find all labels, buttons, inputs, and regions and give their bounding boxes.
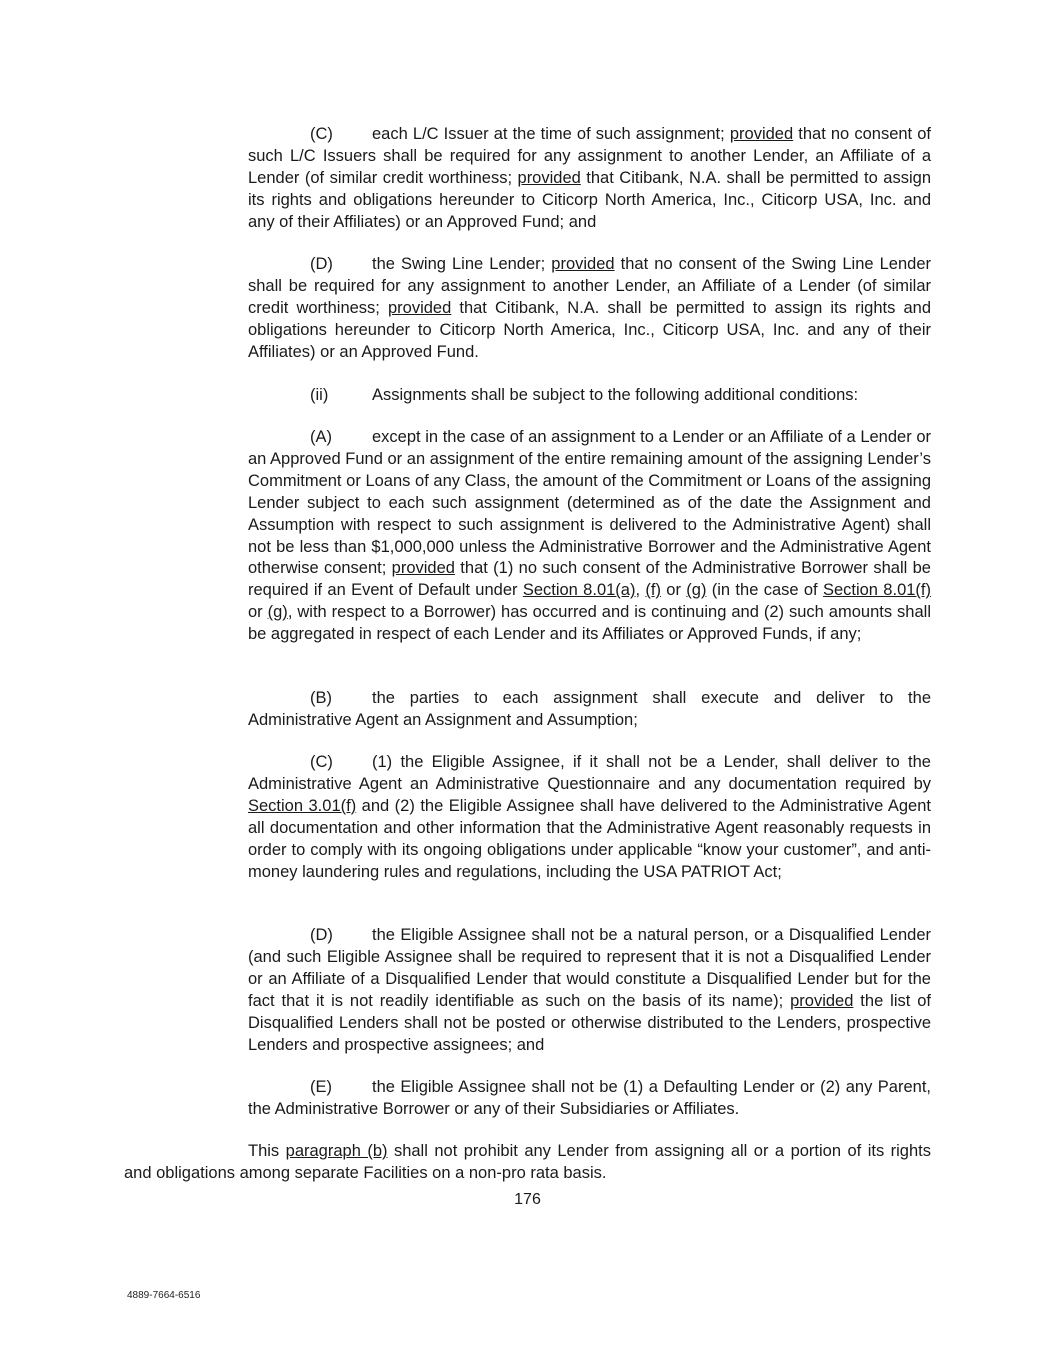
- clause-label: (ii): [310, 386, 329, 404]
- document-id: 4889-7664-6516: [127, 1290, 201, 1301]
- clause-paragraph: [248, 925, 931, 1056]
- clause-paragraph: [248, 427, 931, 646]
- clause-paragraph: [248, 124, 931, 234]
- paragraph-text: except in the case of an assignment to a Lender or an Affiliate of a Lender or an Approved Fund or an assignment of the entire remaining amount of the assigning Lender’s Commitment or Loans of any Class, the amount of the Commitment or Loans of the assigning Lender subject to each such assignment (determined as of the date the Assignment and Assumption with respect to such assignment is delivered to the Administrative Agent) shall not be less than $1,000,000 unless the Administrative Borrower and the Administrative Agent otherwise consent;: [248, 428, 931, 578]
- paragraph-text: (in the case of: [706, 581, 823, 600]
- clause-label: (C): [310, 125, 333, 143]
- closing-paragraph: [124, 1141, 931, 1185]
- paragraph-text: or: [248, 603, 268, 622]
- paragraph-text: or: [660, 581, 687, 600]
- underlined-reference: (f): [645, 581, 661, 600]
- paragraph-text: the Eligible Assignee shall not be a natural person, or a Disqualified Lender (and such Eligible Assignee shall be required to represent that it is not a Disqualified Lender or an Affiliate of a Disqualified Lender that would constitute a Disqualified Lender but for the fact that it is not readily identifiable as such on the basis of its name);: [248, 926, 931, 1010]
- paragraph-text: each L/C Issuer at the time of such assignment;: [372, 125, 730, 143]
- paragraph-text: the parties to each assignment shall execute and deliver to the Administrative Agent an Assignment and Assumption;: [248, 689, 931, 729]
- paragraph-text: , with respect to a Borrower) has occurred and is continuing and (2) such amounts shall be aggregated in respect of each Lender and its Affiliates or Approved Funds, if any;: [248, 603, 931, 644]
- underlined-reference: provided: [387, 298, 452, 317]
- underlined-reference: (g): [267, 603, 288, 622]
- paragraph-text: Assignments shall be subject to the following additional conditions:: [372, 386, 859, 404]
- paragraph-text: shall not prohibit any Lender from assigning all or a portion of its rights and obligations among separate Facilities on a non-pro rata basis.: [124, 1142, 931, 1182]
- clause-paragraph: [248, 752, 931, 883]
- clause-label: (C): [310, 753, 333, 771]
- underlined-reference: provided: [517, 168, 581, 187]
- page-number: 176: [514, 1191, 541, 1208]
- underlined-reference: provided: [391, 559, 455, 578]
- underlined-reference: Section 3.01(f): [248, 796, 357, 815]
- clause-label: (E): [310, 1078, 332, 1096]
- clause-paragraph: [248, 254, 931, 364]
- clause-label: (D): [310, 255, 333, 273]
- paragraph-text: that Citibank, N.A. shall be permitted to assign its rights and obligations hereunder to Citicorp North America, Inc., Citicorp USA, Inc. and any of their Affiliates) or an Approved Fund.: [248, 298, 931, 361]
- underlined-reference: paragraph (b): [285, 1142, 388, 1160]
- underlined-reference: provided: [790, 991, 854, 1010]
- underlined-reference: provided: [551, 255, 615, 273]
- paragraph-text: (1) the Eligible Assignee, if it shall not be a Lender, shall deliver to the Administrative Agent an Administrative Questionnaire and any documentation required by: [248, 753, 931, 793]
- paragraph-text: that (1) no such consent of the Administrative Borrower shall be required if an Event of Default under: [248, 559, 931, 600]
- underlined-reference: Section 8.01(f): [822, 581, 931, 600]
- paragraph-text: ,: [635, 581, 646, 600]
- paragraph-text: the Swing Line Lender;: [372, 255, 552, 273]
- paragraph-text: that no consent of the Swing Line Lender shall be required for any assignment to another Lender, an Affiliate of a Lender (of similar credit worthiness;: [248, 255, 931, 317]
- clause-paragraph: [248, 1077, 931, 1121]
- paragraph-text: and (2) the Eligible Assignee shall have delivered to the Administrative Agent all documentation and other information that the Administrative Agent reasonably requests in order to comply with its ongoing obligations under applicable “know your customer”, and anti-money laundering rules and regulations, including the USA PATRIOT Act;: [248, 796, 931, 881]
- paragraph-text: This: [248, 1142, 286, 1160]
- paragraph-text: the Eligible Assignee shall not be (1) a Defaulting Lender or (2) any Parent, the Administrative Borrower or any of their Subsidiaries or Affiliates.: [248, 1078, 931, 1118]
- underlined-reference: (g): [686, 581, 707, 600]
- underlined-reference: Section 8.01(a): [522, 581, 636, 600]
- clause-paragraph: [248, 385, 931, 407]
- clause-label: (D): [310, 926, 333, 944]
- clause-paragraph: [248, 688, 931, 732]
- underlined-reference: provided: [729, 125, 794, 143]
- clause-label: (A): [310, 428, 332, 446]
- paragraph-text: that no consent of such L/C Issuers shall be required for any assignment to another Lender, an Affiliate of a Lender (of similar credit worthiness;: [248, 125, 932, 187]
- paragraph-text: that Citibank, N.A. shall be permitted to assign its rights and obligations hereunder to Citicorp North America, Inc., Citicorp USA, Inc. and any of their Affiliates) or an Approved Fund; and: [248, 168, 931, 231]
- paragraph-text: the list of Disqualified Lenders shall not be posted or otherwise distributed to the Lenders, prospective Lenders and prospective assignees; and: [248, 991, 931, 1054]
- clause-label: (B): [310, 689, 332, 707]
